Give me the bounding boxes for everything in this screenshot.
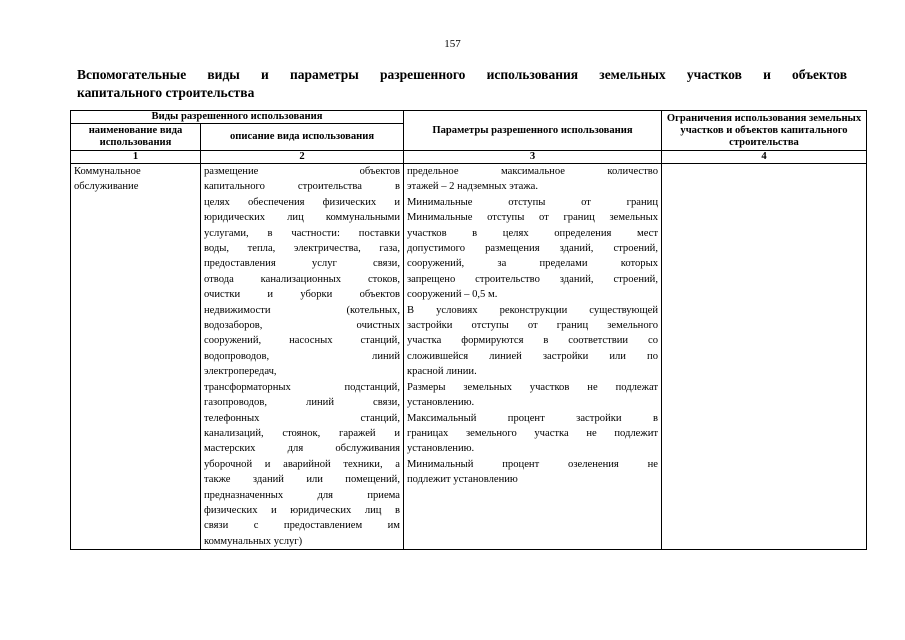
restrictions-cell: [662, 164, 867, 550]
description-line: канализаций, стоянок, гаражей и: [204, 427, 400, 439]
description-line: сооружений, насосных станций,: [204, 335, 400, 347]
header-use-description: описание вида использования: [201, 124, 404, 151]
parameters-line: Минимальные отступы от границ земельных: [407, 212, 658, 224]
parameters-line: В условиях реконструкции существующей: [407, 304, 658, 316]
document-title: [77, 66, 847, 102]
column-number-row: [71, 151, 867, 164]
column-number-3: 3: [404, 151, 662, 164]
description-line: мастерских для обслуживания: [204, 443, 400, 455]
page-number: 157: [444, 38, 461, 50]
parameters-line: участков в целях определения мест: [407, 227, 658, 239]
parameters-line: красной линии.: [407, 366, 477, 378]
header-row-1: [71, 111, 867, 124]
parameters-line: подлежит установлению: [407, 474, 518, 486]
description-line: очистки и уборки объектов: [204, 289, 400, 301]
parameters-line: Минимальный процент озеленения не: [407, 458, 658, 470]
description-line: предоставления услуг связи,: [204, 258, 400, 270]
parameters-line: сложившейся линией застройки или по: [407, 350, 658, 362]
description-line: юридических лиц коммунальными: [204, 212, 400, 224]
use-name-cell: Коммунальное обслуживание: [71, 164, 201, 550]
parameters-line: участка формируются в соответствии со: [407, 335, 658, 347]
description-line: целях обеспечения физических и: [204, 196, 400, 208]
description-line: предназначенных для приема: [204, 489, 400, 501]
description-line: электропередач,: [204, 366, 277, 378]
description-line: телефонных станций,: [204, 412, 400, 424]
column-number-1: 1: [71, 151, 201, 164]
header-use-name: наименование вида использования: [71, 124, 201, 151]
header-restrictions: Ограничения использования земельных участков и объектов капитального строительства: [662, 111, 867, 151]
description-line: размещение объектов: [204, 166, 400, 177]
parameters-line: установлению.: [407, 443, 475, 455]
parameters-line: Размеры земельных участков не подлежат: [407, 381, 658, 393]
document-title-line-1: Вспомогательные виды и параметры разрешенного использования земельных участков и объектов: [77, 67, 847, 82]
parameters-line: застройки отступы от границ земельного: [407, 320, 658, 332]
parameters-line: запрещено строительство зданий, строений,: [407, 273, 658, 285]
parameters-line: Минимальные отступы от границ: [407, 196, 658, 208]
description-line: трансформаторных подстанций,: [204, 381, 400, 393]
parameters-line: допустимого размещения зданий, строений,: [407, 243, 658, 255]
description-line: газопроводов, линий связи,: [204, 397, 400, 409]
parameters-line: этажей – 2 надземных этажа.: [407, 181, 538, 193]
parameters-line: сооружений – 0,5 м.: [407, 289, 498, 301]
description-line: воды, тепла, электричества, газа,: [204, 243, 400, 255]
column-number-2: 2: [201, 151, 404, 164]
description-line: также зданий или помещений,: [204, 474, 400, 486]
parameters-line: сооружений, за пределами которых: [407, 258, 658, 270]
land-use-table: [70, 110, 867, 550]
parameters-line: предельное максимальное количество: [407, 166, 658, 177]
parameters-cell: [404, 164, 662, 550]
description-line: услугами, в частности: поставки: [204, 227, 400, 239]
description-line: водопроводов, линий: [204, 350, 400, 362]
header-parameters: Параметры разрешенного использования: [404, 111, 662, 151]
column-number-4: 4: [662, 151, 867, 164]
parameters-line: границах земельного участка не подлежит: [407, 427, 658, 439]
table-row: [71, 164, 867, 550]
description-line: капитального строительства в: [204, 181, 400, 193]
description-line: коммунальных услуг): [204, 535, 303, 547]
group-header-permitted-uses: Виды разрешенного использования: [71, 111, 404, 124]
description-line: физических и юридических лиц в: [204, 504, 400, 516]
use-description-cell: [201, 164, 404, 550]
parameters-line: Максимальный процент застройки в: [407, 412, 658, 424]
parameters-line: установлению.: [407, 397, 475, 409]
description-line: недвижимости (котельных,: [204, 304, 400, 316]
description-line: отвода канализационных стоков,: [204, 273, 400, 285]
description-line: водозаборов, очистных: [204, 320, 400, 332]
description-line: связи с предоставлением им: [204, 520, 400, 532]
description-line: уборочной и аварийной техники, а: [204, 458, 400, 470]
document-title-line-2: капитального строительства: [77, 85, 255, 100]
